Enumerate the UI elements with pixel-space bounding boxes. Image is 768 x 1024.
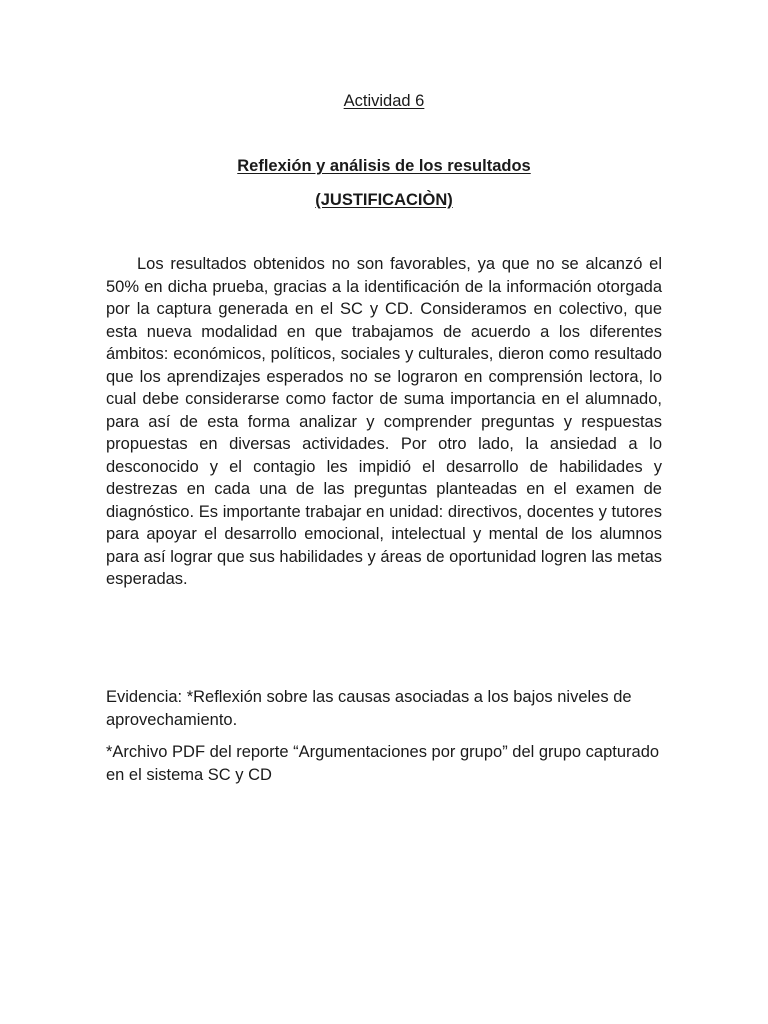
- section-subheading: (JUSTIFICACIÒN): [315, 191, 453, 209]
- document-title: Actividad 6: [343, 92, 425, 110]
- body-paragraph: Los resultados obtenidos no son favorables, ya que no se alcanzó el 50% en dicha prueba, gracias a la identificación de la información otorgada por la captura generada en el SC y CD. Consideramos en colectivo, que esta nueva modalidad en que trabajamos de acuerdo a los diferentes ámbitos: económicos, políticos, sociales y culturales, dieron como resultado que los aprendizajes esperados no se lograron en comprensión lectora, lo cual debe considerarse como factor de suma importancia en el alumnado, para así de esta forma analizar y comprender preguntas y respuestas propuestas en diversas actividades. Por otro lado, la ansiedad a lo desconocido y el contagio les impidió el desarrollo de habilidades y destrezas en cada una de las preguntas planteadas en el examen de diagnóstico. Es importante trabajar en unidad: directivos, docentes y tutores para apoyar el desarrollo emocional, intelectual y mental de los alumnos para así lograr que sus habilidades y áreas de oportunidad logren las metas esperadas.: [106, 255, 662, 588]
- section-heading: Reflexión y análisis de los resultados: [237, 157, 531, 175]
- evidence-line: Evidencia: *Reflexión sobre las causas asociadas a los bajos niveles de aprovechamiento.: [106, 688, 632, 729]
- evidence-file-line: *Archivo PDF del reporte “Argumentaciones por grupo” del grupo capturado en el sistema SC y CD: [106, 743, 660, 784]
